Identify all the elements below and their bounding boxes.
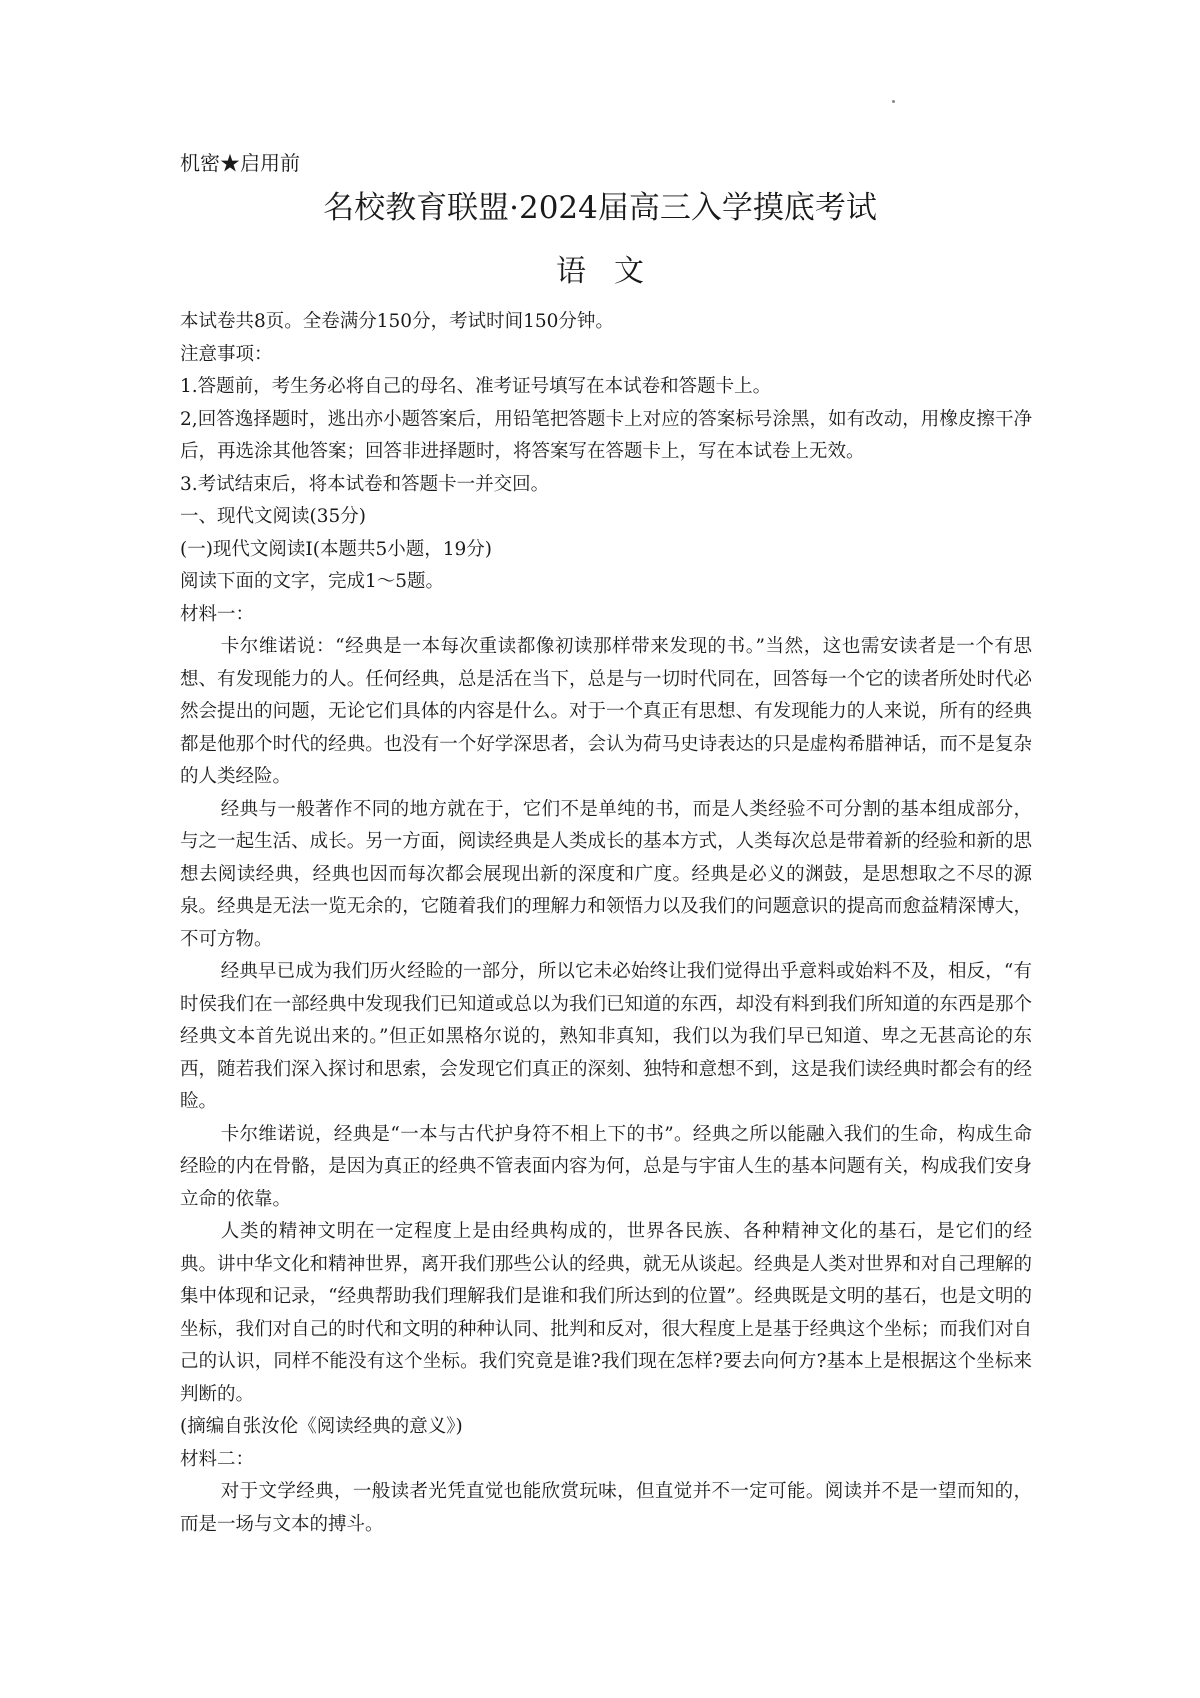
confidential-label: 机密★启用前	[180, 151, 300, 175]
notice-label: 注意事项：	[180, 343, 273, 365]
section-title: 一、现代文阅读(35分)	[180, 506, 366, 527]
scan-speck	[892, 100, 895, 103]
reading-prompt: 阅读下面的文字，完成1～5题。	[180, 571, 445, 592]
notice-item-1: 1.答题前，考生务必将自己的母名、准考证号填写在本试卷和答题卡上。	[180, 376, 772, 397]
material-2-paragraph: 对于文学经典，一般读者光凭直觉也能欣赏玩味，但直觉并不一定可能。阅读并不是一望而知的，而是一场与文本的搏斗。	[180, 1481, 1032, 1535]
material-1-source: (摘编自张汝伦《阅读经典的意义》)	[180, 1416, 463, 1437]
material-1-paragraph: 卡尔维诺说，经典是“一本与古代护身符不相上下的书”。经典之所以能融入我们的生命，构成生命经睑的内在骨骼，是因为真正的经典不管表面内容为何，总是与宇宙人生的基本问题有关，构成我们安身立命的依靠。	[180, 1123, 1032, 1210]
exam-intro: 本试卷共8页。全卷满分150分，考试时间150分钟。	[180, 311, 614, 332]
notice-item-2: 2,回答逸择题时，逃出亦小题答案后，用铅笔把答题卡上对应的答案标号涂黑，如有改动，用橡皮擦干净后，再选涂其他答案；回答非进择题时，将答案写在答题卡上，写在本试卷上无效。	[180, 408, 1032, 462]
exam-title: 名校教育联盟·2024届高三入学摸底考试	[323, 190, 877, 226]
subsection-title: (一)现代文阅读I(本题共5小题，19分)	[180, 538, 492, 560]
material-2-label: 材料二：	[180, 1448, 255, 1470]
exam-body	[180, 306, 1032, 1541]
material-1-label: 材料一：	[180, 603, 255, 625]
subject-title: 语文	[556, 254, 672, 289]
notice-item-3: 3.考试结束后，将本试卷和答题卡一并交回。	[180, 473, 550, 495]
material-1-paragraph: 经典早已成为我们历火经睑的一部分，所以它未必始终让我们觉得出乎意料或始料不及，相反，“有时侯我们在一部经典中发现我们已知道或总以为我们已知道的东西，却没有料到我们所知道的东西是那个经典文本首先说出来的。”但正如黑格尔说的，熟知非真知，我们以为我们早已知道、卑之无甚高论的东西，随若我们深入探讨和思索，会发现它们真正的深刻、独特和意想不到，这是我们读经典时都会有的经睑。	[180, 961, 1032, 1112]
material-1-paragraph: 经典与一般著作不同的地方就在于，它们不是单纯的书，而是人类经验不可分割的基本组成部分，与之一起生活、成长。另一方面，阅读经典是人类成长的基本方式，人类每次总是带着新的经验和新的思想去阅读经典，经典也因而每次都会展现出新的深度和广度。经典是必义的渊鼓，是思想取之不尽的源泉。经典是无法一览无余的，它随着我们的理解力和领悟力以及我们的问题意识的提高而愈益精深博大，不可方物。	[180, 798, 1032, 950]
material-1-paragraph: 人类的精神文明在一定程度上是由经典构成的，世界各民族、各种精神文化的基石，是它们的经典。讲中华文化和精神世界，离开我们那些公认的经典，就无从谈起。经典是人类对世界和对自己理解的集中体现和记录，“经典帮助我们理解我们是谁和我们所达到的位置”。经典既是文明的基石，也是文明的坐标，我们对自己的时代和文明的种种认同、批判和反对，很大程度上是基于经典这个坐标；而我们对自己的认识，同样不能没有这个坐标。我们究竟是谁?我们现在怎样?要去向何方?基本上是根据这个坐标来判断的。	[180, 1221, 1032, 1405]
material-1-paragraph: 卡尔维诺说：“经典是一本每次重读都像初读那样带来发现的书。”当然，这也需安读者是一个有思想、有发现能力的人。任何经典，总是活在当下，总是与一切时代同在，回答每一个它的读者所处时代必然会提出的问题，无论它们具体的内容是什么。对于一个真正有思想、有发现能力的人来说，所有的经典都是他那个时代的经典。也没有一个好学深思者，会认为荷马史诗表达的只是虚构希腊神话，而不是复杂的人类经险。	[180, 636, 1032, 787]
